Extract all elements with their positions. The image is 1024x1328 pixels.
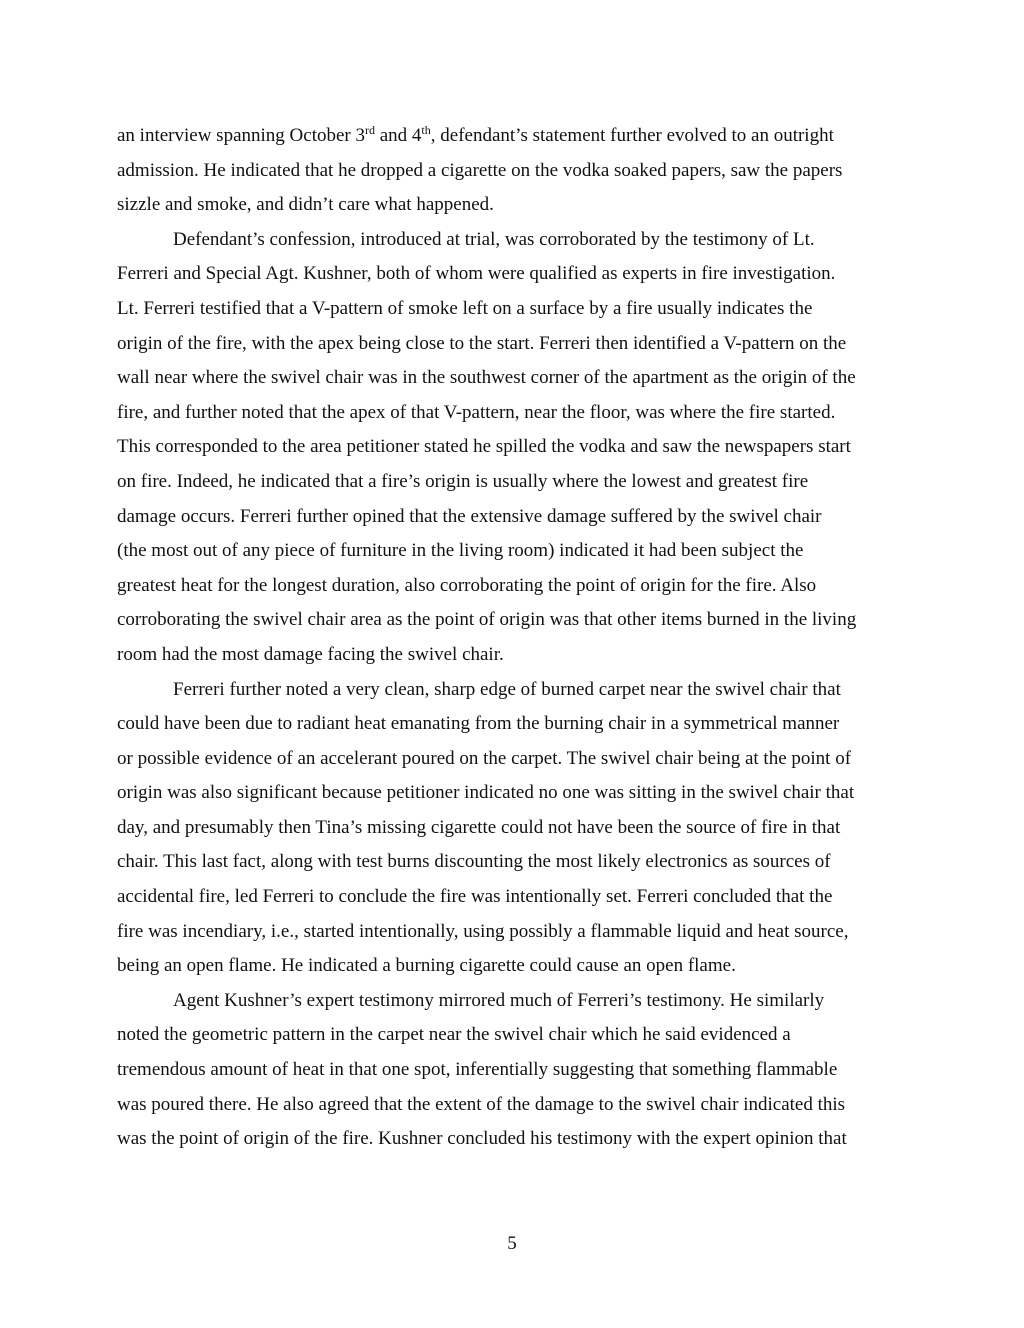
text-line: or possible evidence of an accelerant poured on the carpet. The swivel chair being at the point of xyxy=(117,747,852,769)
text-line: an interview spanning October 3rd and 4th, defendant’s statement further evolved to an outright xyxy=(117,123,834,146)
text-line: was the point of origin of the fire. Kushner concluded his testimony with the expert opinion that xyxy=(117,1128,847,1150)
paragraph-start-line: Defendant’s confession, introduced at trial, was corroborated by the testimony of Lt. xyxy=(173,228,815,250)
text-line: on fire. Indeed, he indicated that a fire’s origin is usually where the lowest and greatest fire xyxy=(117,470,809,492)
text-line: Ferreri and Special Agt. Kushner, both of whom were qualified as experts in fire investigation. xyxy=(117,263,836,285)
text-line: This corresponded to the area petitioner stated he spilled the vodka and saw the newspapers start xyxy=(117,436,851,458)
body-text xyxy=(117,119,903,1157)
text-line: Lt. Ferreri testified that a V-pattern of smoke left on a surface by a fire usually indicates the xyxy=(117,297,813,319)
text-line: accidental fire, led Ferreri to conclude the fire was intentionally set. Ferreri concluded that the xyxy=(117,886,833,908)
text-line: greatest heat for the longest duration, also corroborating the point of origin for the fire. Also xyxy=(117,574,817,596)
text-line: was poured there. He also agreed that the extent of the damage to the swivel chair indicated this xyxy=(117,1093,846,1115)
text-line: fire was incendiary, i.e., started intentionally, using possibly a flammable liquid and heat source, xyxy=(117,920,849,942)
text-line: chair. This last fact, along with test burns discounting the most likely electronics as sources of xyxy=(117,851,831,873)
paragraph-start-line: Agent Kushner’s expert testimony mirrored much of Ferreri’s testimony. He similarly xyxy=(173,989,825,1011)
text-line: room had the most damage facing the swivel chair. xyxy=(117,643,504,665)
text-line: origin was also significant because petitioner indicated no one was sitting in the swivel chair that xyxy=(117,782,855,804)
text-line: damage occurs. Ferreri further opined that the extensive damage suffered by the swivel chair xyxy=(117,505,822,527)
text-line: could have been due to radiant heat emanating from the burning chair in a symmetrical manner xyxy=(117,713,840,735)
text-line: day, and presumably then Tina’s missing cigarette could not have been the source of fire in that xyxy=(117,816,841,838)
paragraph-start-line: Ferreri further noted a very clean, sharp edge of burned carpet near the swivel chair that xyxy=(173,678,841,700)
text-line: corroborating the swivel chair area as the point of origin was that other items burned in the living xyxy=(117,609,857,631)
text-line: tremendous amount of heat in that one spot, inferentially suggesting that something flammable xyxy=(117,1059,838,1081)
text-line: being an open flame. He indicated a burning cigarette could cause an open flame. xyxy=(117,955,736,977)
text-line: wall near where the swivel chair was in the southwest corner of the apartment as the origin of the xyxy=(117,367,856,389)
text-line: origin of the fire, with the apex being close to the start. Ferreri then identified a V-pattern on the xyxy=(117,332,847,354)
text-line: admission. He indicated that he dropped a cigarette on the vodka soaked papers, saw the papers xyxy=(117,159,843,181)
text-line: fire, and further noted that the apex of that V-pattern, near the floor, was where the fire started. xyxy=(117,401,836,423)
page-number: 5 xyxy=(507,1233,517,1254)
text-line: noted the geometric pattern in the carpet near the swivel chair which he said evidenced a xyxy=(117,1024,791,1046)
text-line: sizzle and smoke, and didn’t care what happened. xyxy=(117,194,494,216)
text-line: (the most out of any piece of furniture in the living room) indicated it had been subject the xyxy=(117,540,804,562)
